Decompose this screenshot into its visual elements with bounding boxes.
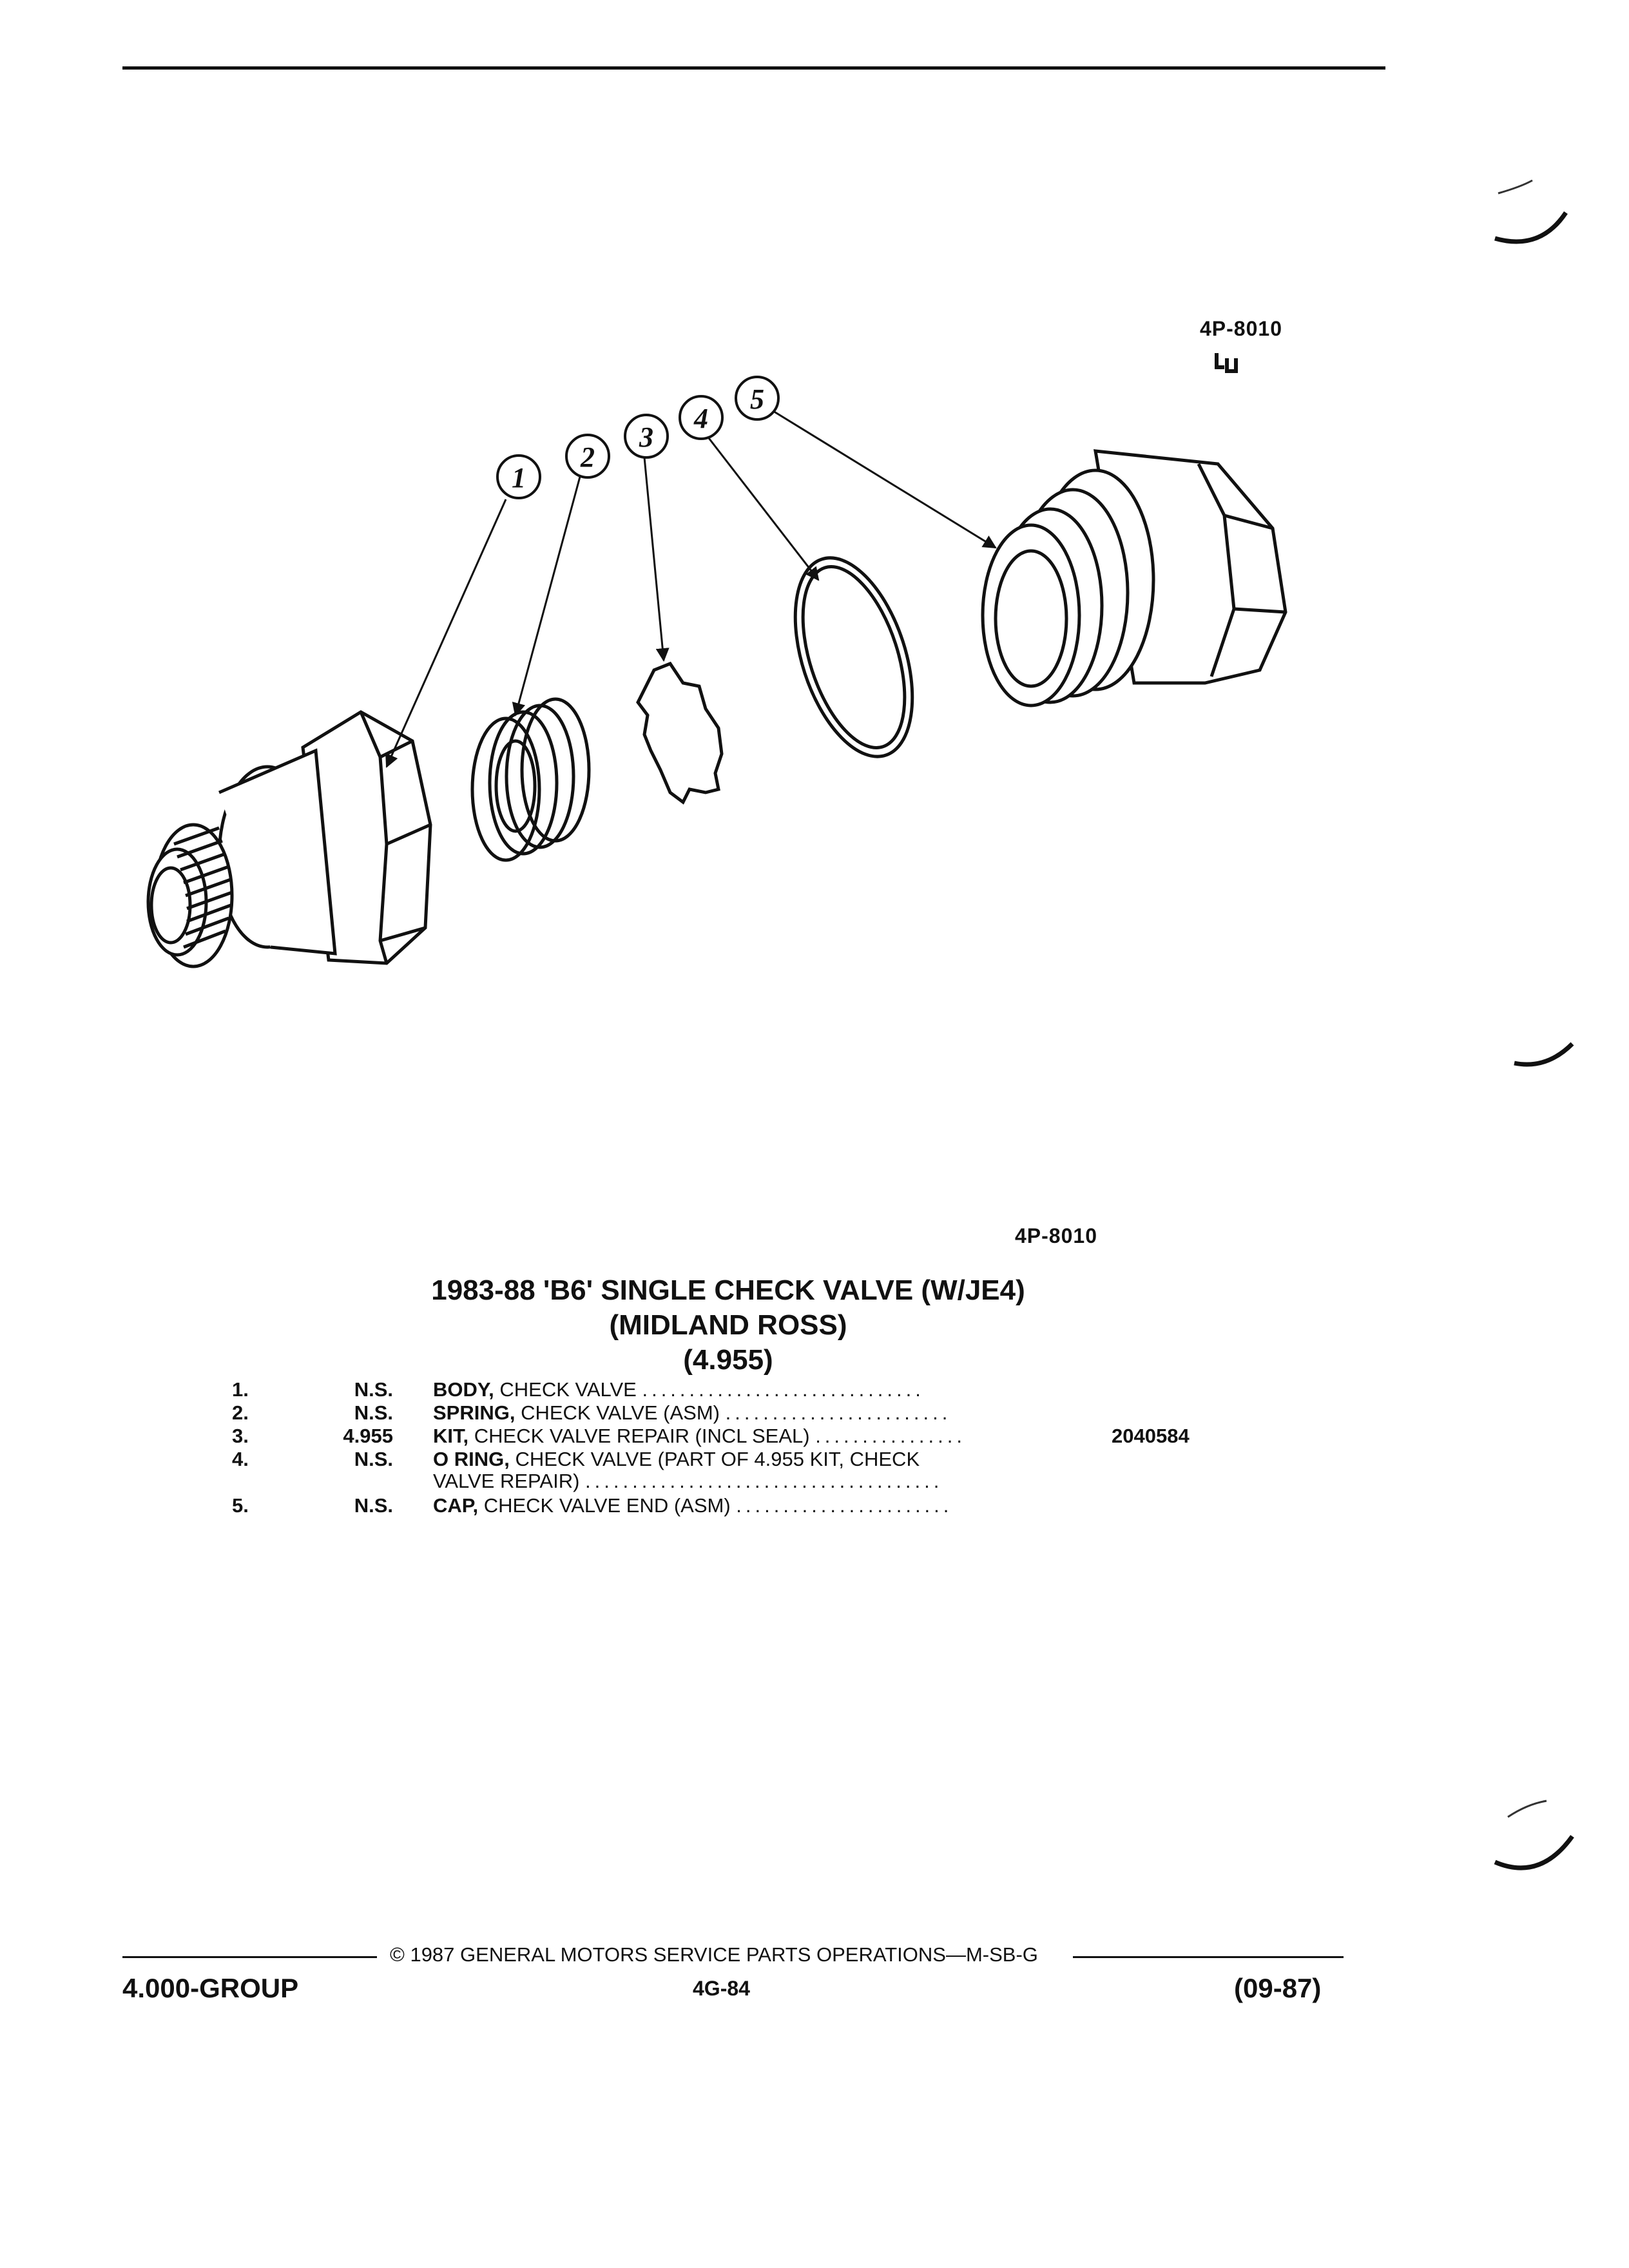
part-description: SPRING, CHECK VALVE (ASM) ........................ bbox=[433, 1402, 952, 1424]
parts-row-continued bbox=[0, 1470, 1629, 1492]
margin-mark bbox=[1482, 1791, 1585, 1894]
part-description: BODY, CHECK VALVE .............................. bbox=[433, 1379, 925, 1401]
parts-row bbox=[0, 1425, 1629, 1447]
svg-text:2: 2 bbox=[581, 441, 595, 473]
svg-text:5: 5 bbox=[750, 383, 764, 415]
group-code: 4.955 bbox=[343, 1425, 393, 1447]
group-code: N.S. bbox=[354, 1448, 393, 1470]
group-code: N.S. bbox=[354, 1494, 393, 1517]
figure-code-bottom: 4P-8010 bbox=[1015, 1224, 1097, 1247]
group-code: N.S. bbox=[354, 1378, 393, 1401]
seal-disc-drawing bbox=[638, 664, 722, 802]
title-line-2: (MIDLAND ROSS) bbox=[609, 1309, 847, 1341]
part-description: KIT, CHECK VALVE REPAIR (INCL SEAL) ................ bbox=[433, 1425, 966, 1447]
parts-row bbox=[0, 1379, 1629, 1401]
svg-text:1: 1 bbox=[512, 462, 526, 494]
copyright-notice: © 1987 GENERAL MOTORS SERVICE PARTS OPERATIONS—M-SB-G bbox=[390, 1943, 1038, 1966]
check-valve-body-drawing bbox=[148, 712, 430, 966]
part-description: CAP, CHECK VALVE END (ASM) ....................... bbox=[433, 1495, 953, 1517]
item-number: 3. bbox=[232, 1425, 249, 1447]
title-line-1: 1983-88 'B6' SINGLE CHECK VALVE (W/JE4) bbox=[431, 1274, 1025, 1306]
item-number: 4. bbox=[232, 1448, 249, 1470]
part-description: O RING, CHECK VALVE (PART OF 4.955 KIT, CHECK bbox=[433, 1448, 920, 1470]
date-code: (09-87) bbox=[1234, 1973, 1322, 2003]
title-line-3: (4.955) bbox=[683, 1344, 773, 1376]
item-number: 1. bbox=[232, 1378, 249, 1401]
callout-1 bbox=[497, 456, 540, 498]
margin-mark bbox=[1495, 213, 1566, 242]
callout-5 bbox=[736, 377, 778, 419]
page-number: 4G-84 bbox=[693, 1977, 750, 2000]
o-ring-drawing bbox=[773, 543, 934, 771]
footer-rule-left bbox=[122, 1956, 377, 1958]
group-code: N.S. bbox=[354, 1401, 393, 1424]
part-description: VALVE REPAIR) ...................................... bbox=[433, 1470, 943, 1492]
margin-mark bbox=[1514, 1044, 1572, 1064]
margin-mark bbox=[1498, 180, 1532, 193]
parts-row bbox=[0, 1495, 1629, 1517]
svg-text:4: 4 bbox=[694, 403, 708, 434]
part-number: 2040584 bbox=[1112, 1425, 1190, 1447]
callout-3 bbox=[625, 415, 668, 457]
end-cap-drawing bbox=[983, 451, 1286, 706]
svg-text:3: 3 bbox=[639, 421, 653, 453]
group-label: 4.000-GROUP bbox=[122, 1973, 299, 2003]
item-number: 2. bbox=[232, 1401, 249, 1424]
footer-rule-right bbox=[1073, 1956, 1344, 1958]
gm-mark-icon bbox=[1217, 353, 1236, 371]
callout-2 bbox=[566, 435, 609, 477]
callout-4 bbox=[680, 396, 722, 439]
figure-code-top: 4P-8010 bbox=[1200, 317, 1282, 340]
parts-row bbox=[0, 1402, 1629, 1424]
parts-row bbox=[0, 1448, 1629, 1470]
spring-drawing bbox=[472, 699, 589, 860]
item-number: 5. bbox=[232, 1494, 249, 1517]
